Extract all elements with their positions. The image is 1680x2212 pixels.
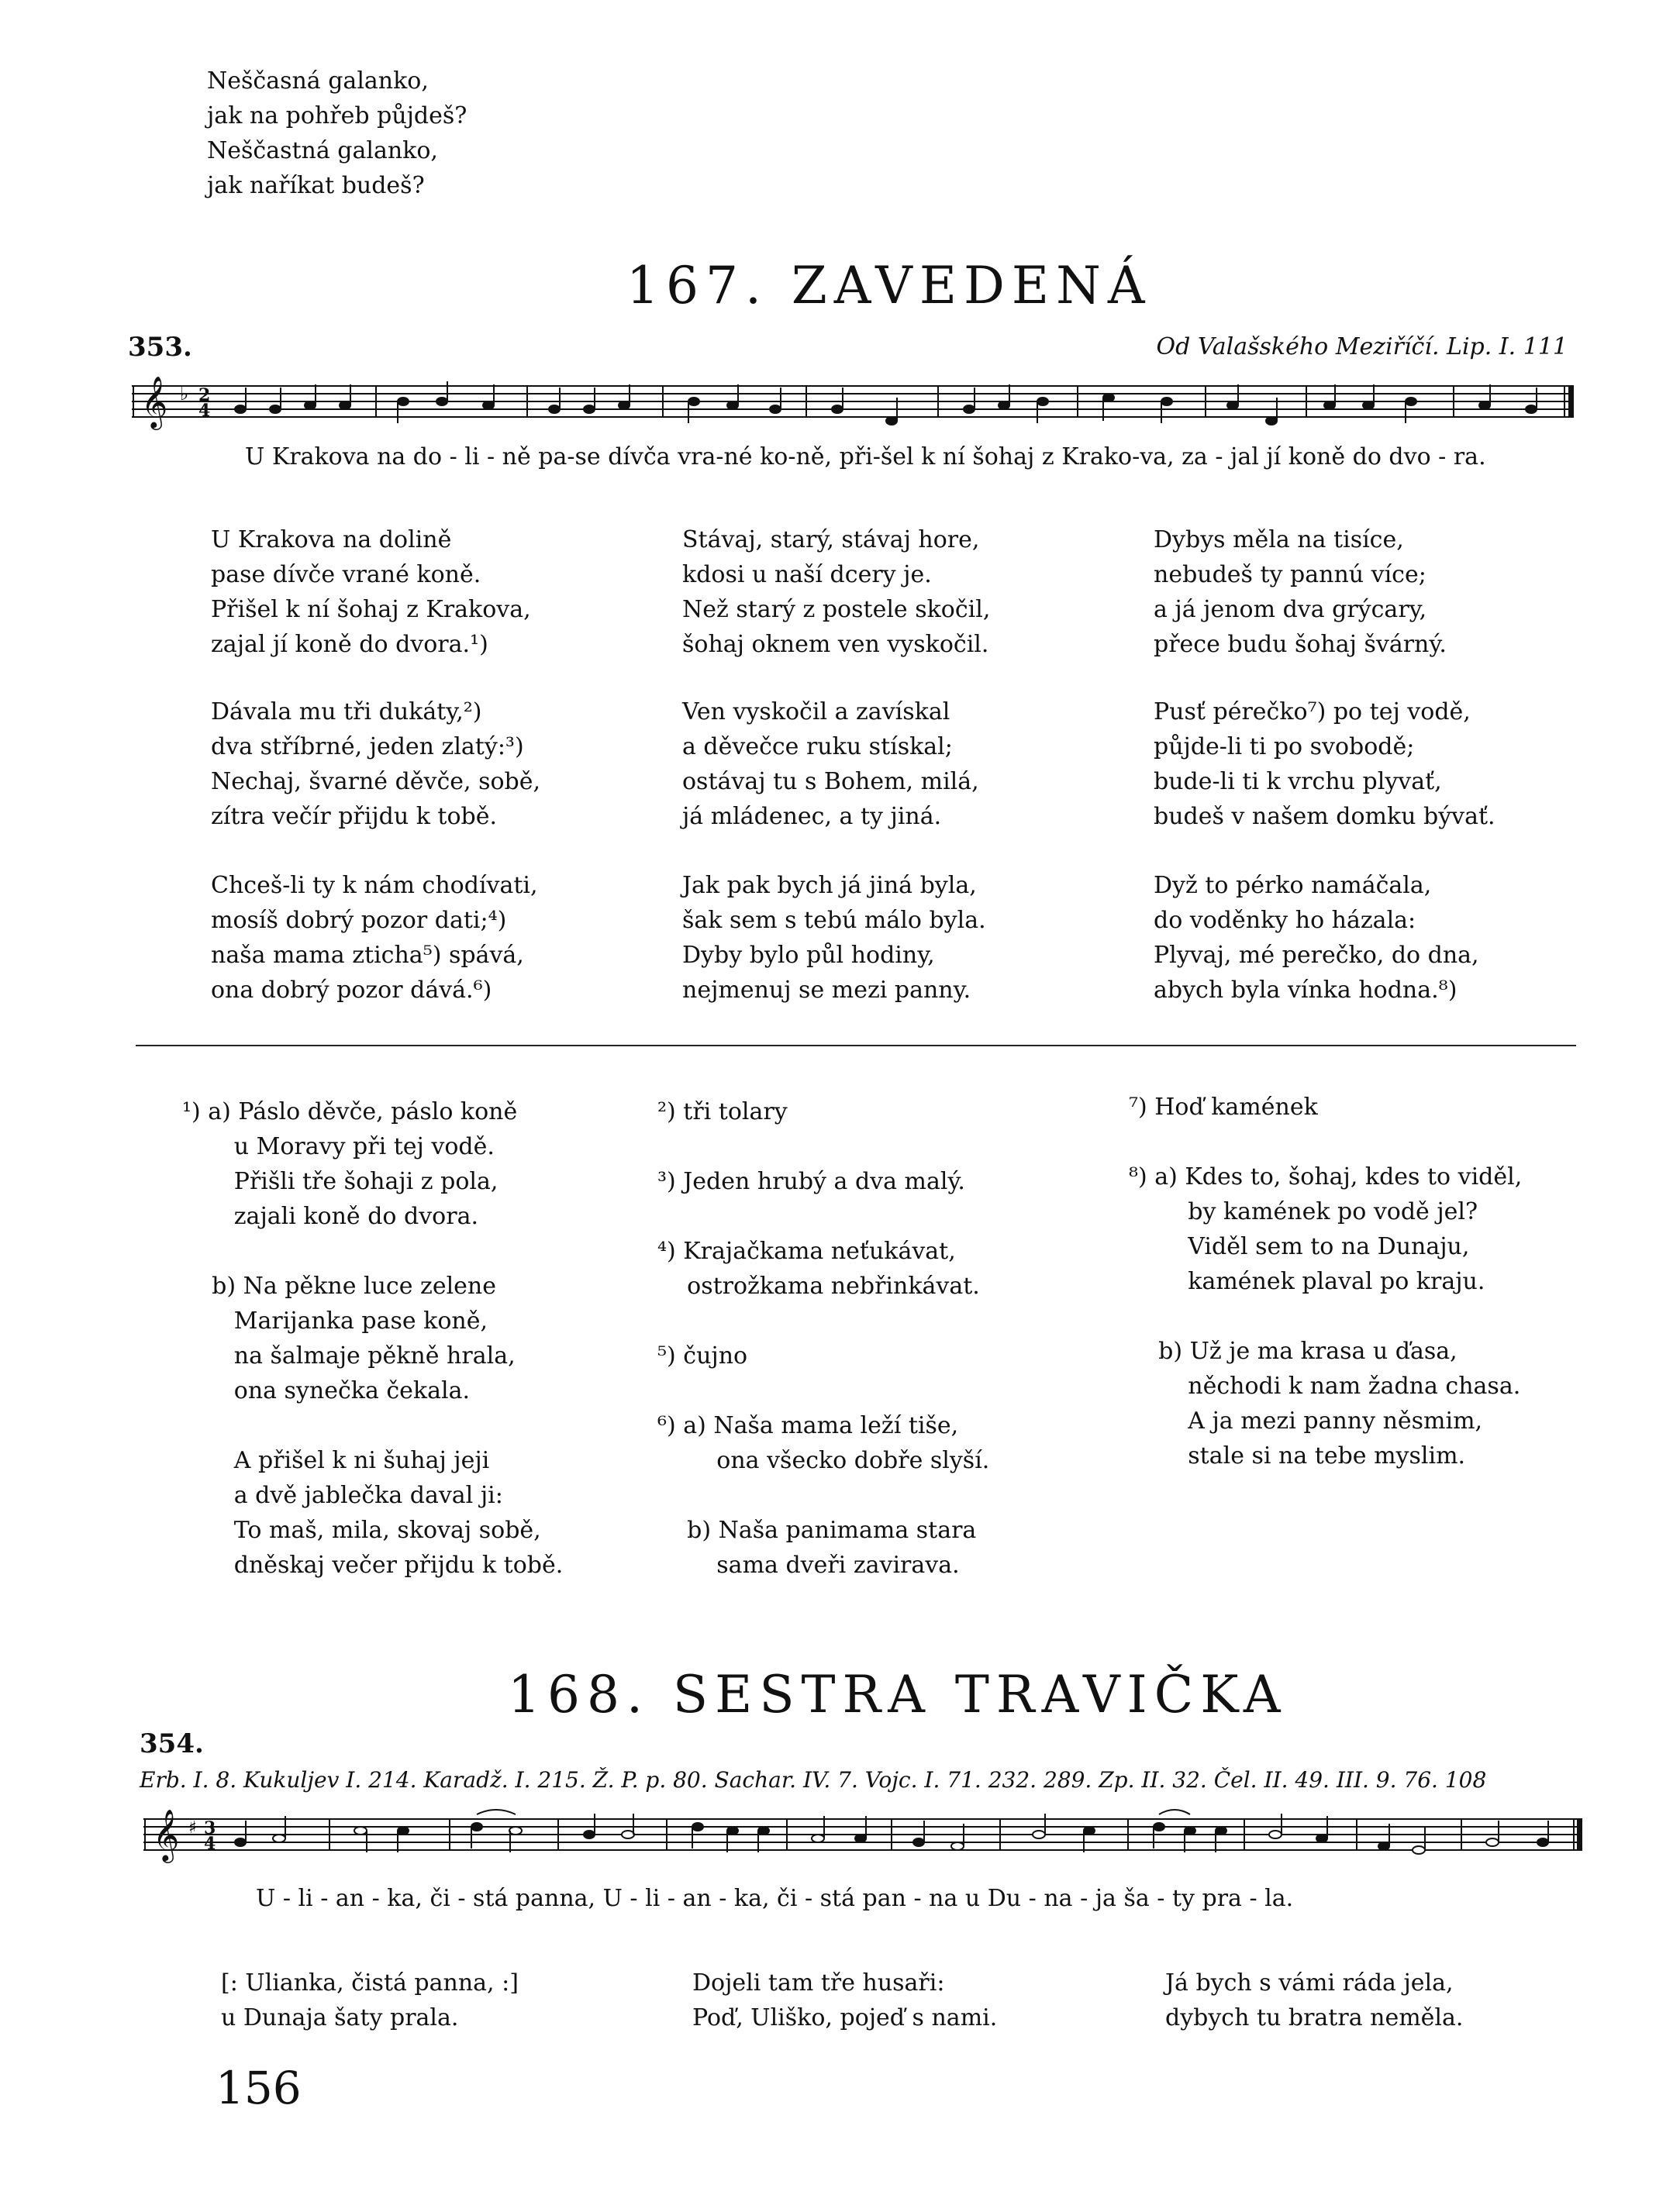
music-staff-353 [124, 375, 1582, 448]
svg-text:𝄞: 𝄞 [153, 1808, 180, 1861]
song-167-verse-1: U Krakova na dolině pase dívče vrané koně. Přišel k ní šohaj z Krakova, zajal jí koně do dvora.¹) [211, 526, 531, 658]
song-167-lyrics: U Krakova na do - li - ně pa-se dívča vra-né ko-ně, při-šel k ní šohaj z Krako-va, za - jal jí koně do dvo - ra. [245, 443, 1486, 470]
song-168-verse-2: Dojeli tam tře husaři: Poď, Uliško, pojeď s nami. [692, 1969, 998, 2031]
footnotes-col-1: ¹) a) Páslo děvče, páslo koně u Moravy při tej vodě. Přišli tře šohaji z pola, zajali koně do dvora. b) Na pěkne luce zelene Marijanka pase koně, na šalmaje pěkně hrala, ona synečka čekala. A přišel k ni šuhaj jeji a dvě jablečka daval ji: To maš, mila, skovaj sobě, dněskaj večer přijdu k tobě. [182, 1098, 564, 1579]
music-staff-354 [136, 1810, 1593, 1880]
song-167-verse-2: Stávaj, starý, stávaj hore, kdosi u naší dcery je. Než starý z postele skočil, šohaj oknem ven vyskočil. [682, 526, 991, 658]
song-167-verse-9: Dyž to pérko namáčala, do voděnky ho házala: Plyvaj, mé perečko, do dna, abych byla vínka hodna.⁸) [1154, 872, 1479, 1004]
song-167-number: 353. [128, 332, 192, 363]
svg-text:♯: ♯ [188, 1818, 197, 1838]
song-167-source: Od Valašského Meziříčí. Lip. I. 111 [1156, 333, 1568, 360]
song-167-title: 167. ZAVEDENÁ [626, 256, 1152, 315]
svg-text:3: 3 [204, 1818, 216, 1838]
svg-text:4: 4 [204, 1834, 216, 1854]
intro-verse: Neščasná galanko, jak na pohřeb půjdeš? Neščastná galanko, jak naříkat budeš? [207, 67, 467, 199]
song-168-number: 354. [140, 1728, 204, 1759]
song-167-verse-8: Jak pak bych já jiná byla, šak sem s tebú málo byla. Dyby bylo půl hodiny, nejmenuj se mezi panny. [682, 872, 986, 1004]
song-167-verse-7: Chceš-li ty k nám chodívati, mosíš dobrý pozor dati;⁴) naša mama zticha⁵) spává, ona dobrý pozor dává.⁶) [211, 872, 538, 1004]
svg-text:4: 4 [198, 401, 211, 421]
footnotes-col-2: ²) tři tolary ³) Jeden hrubý a dva malý. ⁴) Krajačkama neťukávat, ostrožkama nebřinkávat. ⁵) čujno ⁶) a) Naša mama leží tiše, ona všecko dobře slyší. b) Naša panimama stara sama dveři zavirava. [657, 1098, 990, 1579]
footnotes-col-3: ⁷) Hoď kamének ⁸) a) Kdes to, šohaj, kdes to viděl, by kamének po vodě jel? Viděl sem to na Dunaju, kamének plaval po kraju. b) Už je ma krasa u ďasa, něchodi k nam žadna chasa. A ja mezi panny něsmim, stale si na tebe myslim. [1129, 1094, 1523, 1469]
song-168-verse-3: Já bych s vámi ráda jela, dybych tu bratra neměla. [1165, 1969, 1464, 2031]
footnote-divider [136, 1045, 1576, 1046]
song-167-verse-6: Pusť pérečko⁷) po tej vodě, půjde-li ti po svobodě; bude-li ti k vrchu plyvať, budeš v našem domku bývať. [1154, 698, 1495, 830]
song-168-title: 168. SESTRA TRAVIČKA [508, 1665, 1288, 1724]
page-number: 156 [216, 2062, 302, 2114]
svg-text:♭: ♭ [180, 383, 189, 405]
svg-text:𝄞: 𝄞 [141, 375, 168, 428]
song-167-verse-5: Ven vyskočil a zavískal a děvečce ruku stískal; ostávaj tu s Bohem, milá, já mládenec, a ty jiná. [682, 698, 979, 830]
song-168-lyrics: U - li - an - ka, či - stá panna, U - li - an - ka, či - stá pan - na u Du - na - ja ša - ty pra - la. [256, 1885, 1294, 1912]
svg-text:2: 2 [198, 385, 211, 405]
song-168-verse-1: [: Ulianka, čistá panna, :] u Dunaja šaty prala. [221, 1969, 519, 2031]
song-167-verse-3: Dybys měla na tisíce, nebudeš ty pannú více; a já jenom dva grýcary, přece budu šohaj švárný. [1154, 526, 1447, 658]
song-167-verse-4: Dávala mu tři dukáty,²) dva stříbrné, jeden zlatý:³) Nechaj, švarné děvče, sobě, zítra večír přijdu k tobě. [211, 698, 541, 830]
song-168-source: Erb. I. 8. Kukuljev I. 214. Karadž. I. 215. Ž. P. p. 80. Sachar. IV. 7. Vojc. I. 71. 232. 289. Zp. II. 32. Čel. II. 49. III. 9. 76. 108 [140, 1767, 1487, 1793]
